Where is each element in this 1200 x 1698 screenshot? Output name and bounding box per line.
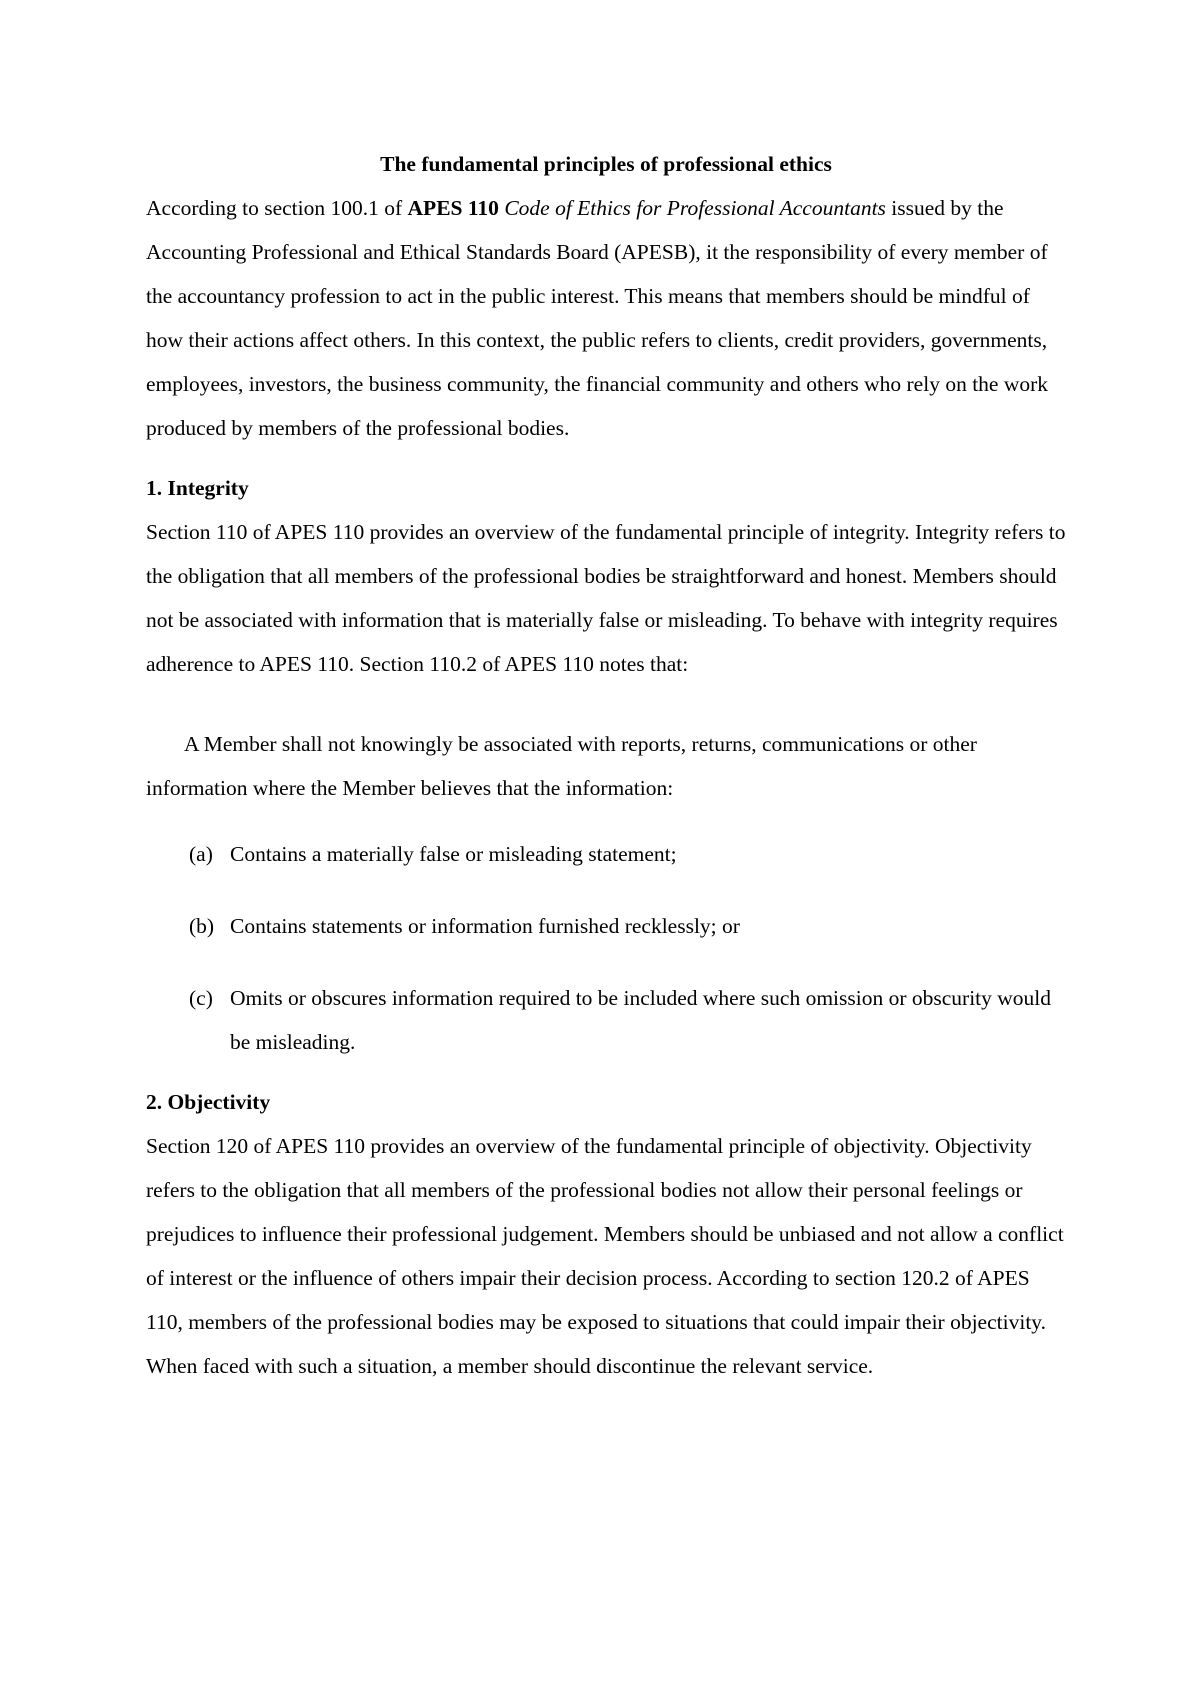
list-marker: (c) <box>189 986 213 1010</box>
list-item-text: Contains a materially false or misleading statement; <box>230 842 677 866</box>
intro-text-start: According to section 100.1 of <box>146 196 408 220</box>
intro-text-end: issued by the Accounting Professional and Ethical Standards Board (APESB), it the responsibility of every member of the accountancy profession to act in the public interest. This means that members should be mindful of how their actions affect others. In this context, the public refers to clients, credit providers, governments, employees, investors, the business community, the financial community and others who rely on the work produced by members of the professional bodies. <box>146 196 1049 440</box>
intro-italic-reference: Code of Ethics for Professional Accountants <box>504 196 886 220</box>
intro-bold-reference: APES 110 <box>407 196 499 220</box>
integrity-list <box>146 832 1066 1064</box>
spacer <box>146 686 1066 722</box>
spacer <box>146 450 1066 466</box>
list-item <box>146 904 1066 948</box>
section-body-integrity: Section 110 of APES 110 provides an overview of the fundamental principle of integrity. Integrity refers to the obligation that all members of the professional bodies be straightforward and honest. Members should not be associated with information that is materially false or misleading. To behave with integrity requires adherence to APES 110. Section 110.2 of APES 110 notes that: <box>146 520 1066 676</box>
spacer <box>146 810 1066 832</box>
list-marker: (a) <box>189 842 213 866</box>
section-body-objectivity: Section 120 of APES 110 provides an overview of the fundamental principle of objectivity. Objectivity refers to the obligation that all members of the professional bodies not allow their personal feelings or prejudices to influence their professional judgement. Members should be unbiased and not allow a conflict of interest or the influence of others impair their decision process. According to section 120.2 of APES 110, members of the professional bodies may be exposed to situations that could impair their objectivity. When faced with such a situation, a member should discontinue the relevant service. <box>146 1134 1064 1378</box>
list-item-text: Contains statements or information furnished recklessly; or <box>230 914 740 938</box>
document-title: The fundamental principles of professional ethics <box>380 152 832 176</box>
list-item <box>146 832 1066 876</box>
quote-lead-paragraph: A Member shall not knowingly be associated with reports, returns, communications or other information where the Member believes that the information: <box>146 732 977 800</box>
section-heading-integrity: 1. Integrity <box>146 476 249 500</box>
section-heading-objectivity: 2. Objectivity <box>146 1090 271 1114</box>
document-body <box>146 142 1066 1388</box>
list-item <box>146 976 1066 1064</box>
intro-paragraph <box>146 186 1066 450</box>
list-item-text: Omits or obscures information required to be included where such omission or obscurity would be misleading. <box>230 986 1052 1054</box>
spacer <box>146 1064 1066 1080</box>
list-marker: (b) <box>189 914 215 938</box>
